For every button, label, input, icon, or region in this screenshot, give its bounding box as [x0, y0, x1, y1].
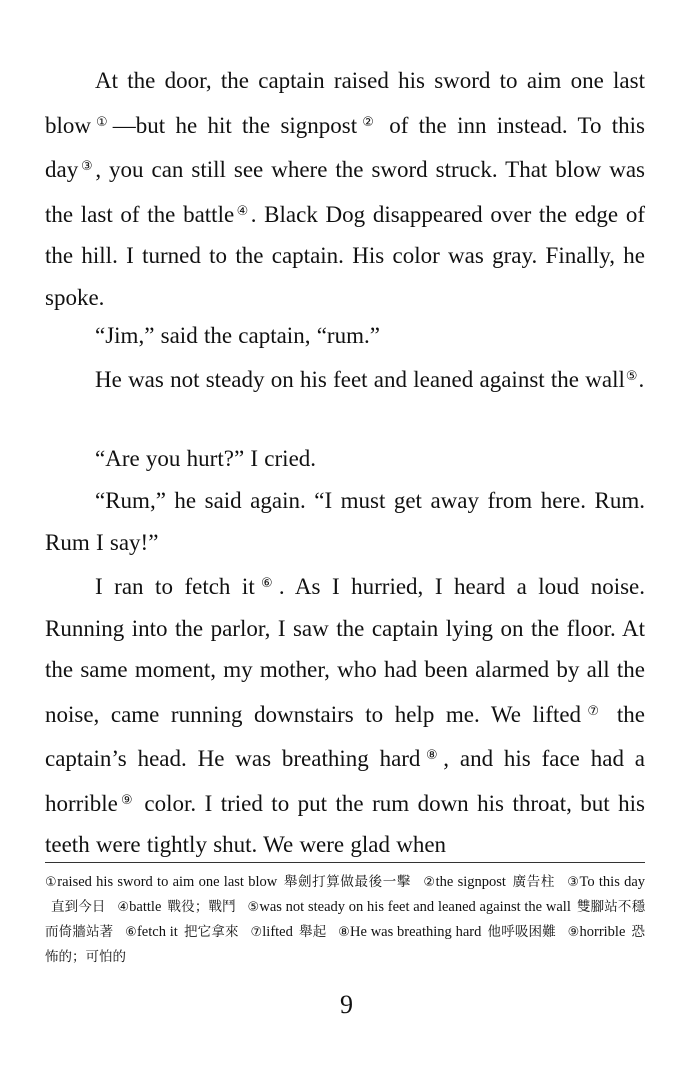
- footnote-marker: ④: [235, 203, 250, 219]
- footnote-1: ①raised his sword to aim one last blow 舉劍打算做最後一擊: [45, 874, 412, 890]
- footnote-marker: ⑤: [625, 369, 638, 384]
- paragraph-text: . Black Dog disappeared over the edge of the hill. I turned to the captain. His color was gray. Finally, he spoke.: [45, 201, 645, 310]
- paragraph-2: [45, 315, 645, 357]
- paragraph-text: “Are you hurt?” I cried.: [95, 446, 317, 471]
- paragraph-text: “Jim,” said the captain, “rum.”: [95, 323, 380, 348]
- footnote-9: ⑨horrible 恐怖的；可怕的: [45, 924, 646, 965]
- footnote-3: ③To this day直到今日: [51, 874, 646, 915]
- paragraph-text: At the door, the captain raised his sword to aim one last blow: [45, 68, 645, 138]
- footnote-6: ⑥fetch it 把它拿來: [125, 924, 239, 940]
- paragraph-4: [45, 438, 645, 480]
- footnote-marker: ⑨: [118, 792, 135, 808]
- paragraph-5: [45, 480, 645, 563]
- paragraph-6: [45, 563, 645, 866]
- footnote-marker: ③: [79, 159, 95, 174]
- footnote-4: ④battle 戰役；戰鬥: [117, 899, 236, 915]
- paragraph-3: [45, 356, 645, 401]
- paragraph-text: color. I tried to put the rum down his throat, but his teeth were tightly shut. We were glad when: [45, 790, 646, 857]
- footnotes: [45, 870, 645, 970]
- paragraph-text: , you can still see where the sword struck. That blow was the last of the battle: [45, 157, 646, 227]
- footnote-divider: [45, 862, 645, 863]
- paragraph-text: —but he hit the signpost: [112, 112, 358, 138]
- paragraph-text: the captain’s head. He was breathing hard: [45, 701, 646, 771]
- page-number: 9: [340, 990, 353, 1019]
- footnote-marker: ②: [358, 114, 378, 130]
- paragraph-text: . As I hurried, I heard a loud noise. Running into the parlor, I saw the captain lying on the floor. At the same moment, my mother, who had been alarmed by all the noise, came running downstairs to help me. We lifted: [45, 574, 645, 727]
- paragraph-text: of the inn instead. To this day: [45, 112, 646, 182]
- footnote-8: ⑧He was breathing hard 他呼吸困難: [338, 924, 556, 940]
- footnote-5: ⑤was not steady on his feet and leaned against the wall 雙腳站不穩而倚牆站著: [45, 899, 646, 940]
- paragraph-text: I ran to fetch it: [95, 574, 255, 599]
- paragraph-text: He was not steady on his feet and leaned against the wall: [95, 367, 625, 392]
- paragraph-1: [45, 60, 645, 318]
- footnote-2: ②the signpost 廣告柱: [423, 874, 555, 890]
- paragraph-text: , and his face had a horrible: [45, 746, 645, 816]
- footnote-marker: ⑧: [421, 748, 443, 763]
- footnote-7: ⑦lifted 舉起: [250, 924, 327, 940]
- paragraph-text: .: [638, 367, 645, 392]
- footnote-marker: ①: [92, 114, 112, 130]
- paragraph-text: “Rum,” he said again. “I must get away from here. Rum. Rum I say!”: [45, 488, 645, 555]
- footnote-marker: ⑦: [582, 703, 605, 719]
- footnote-marker: ⑥: [255, 576, 278, 591]
